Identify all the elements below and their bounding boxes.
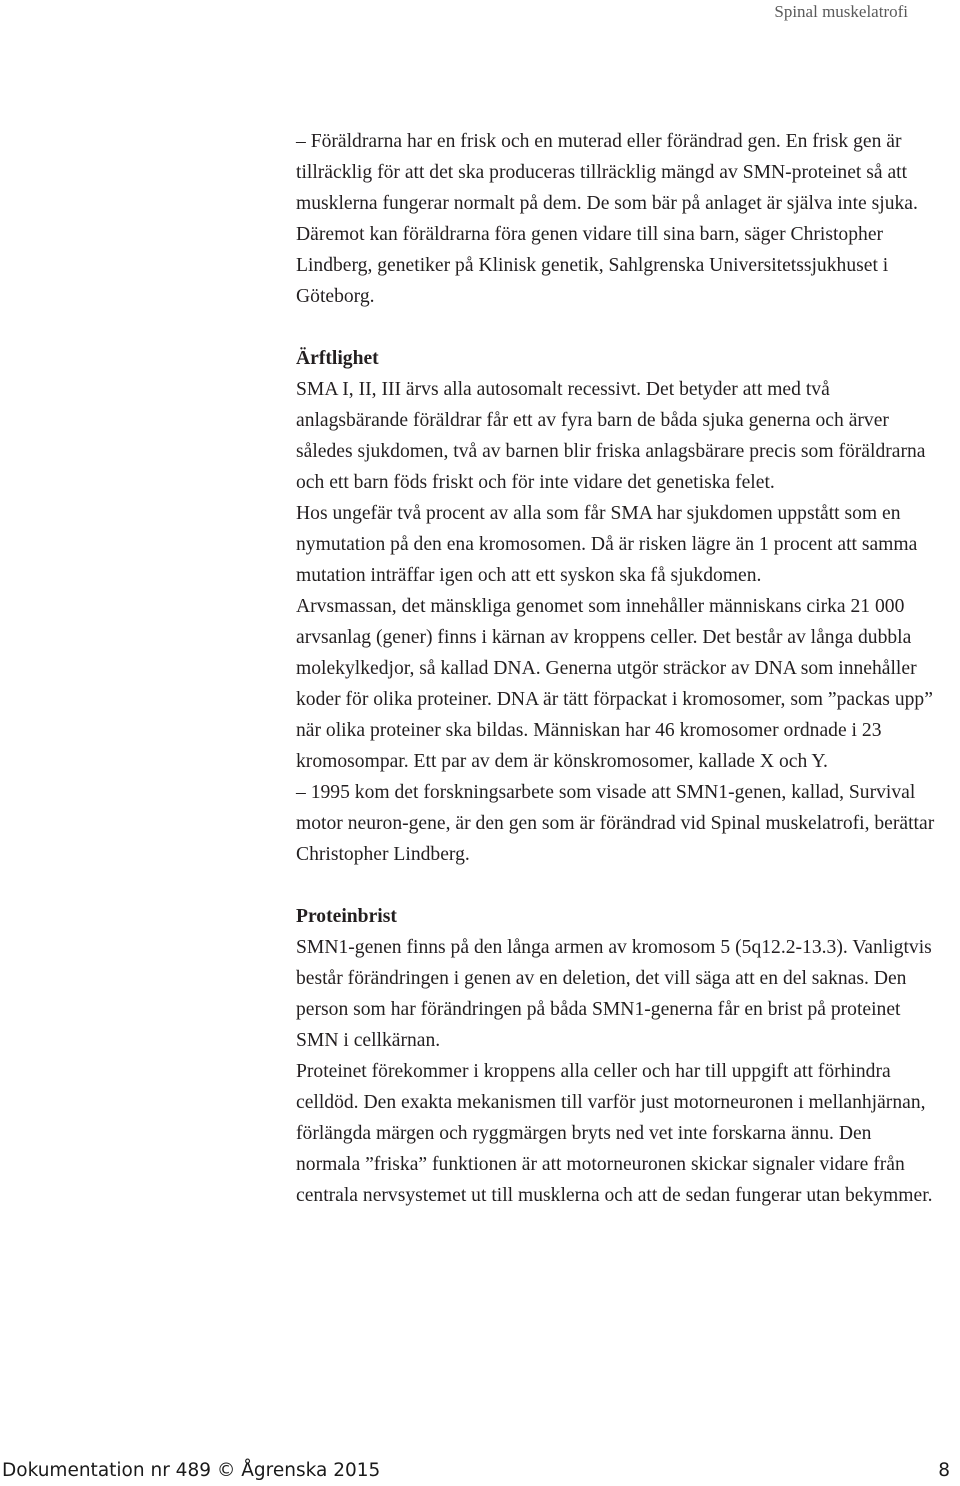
- page-body: [296, 126, 936, 1211]
- footer-publication-info: Dokumentation nr 489 © Ågrenska 2015: [2, 1460, 381, 1481]
- running-title: Spinal muskelatrofi: [774, 2, 908, 21]
- quote-paragraph: – 1995 kom det forskningsarbete som visade att SMN1-genen, kallad, Survival motor neuron-gene, är den gen som är förändrad vid Spinal muskelatrofi, berättar Christopher Lindberg.: [296, 782, 935, 865]
- section-spacer: [296, 312, 936, 343]
- page-number: 8: [938, 1460, 950, 1481]
- section-spacer: [296, 870, 936, 901]
- body-paragraph: Hos ungefär två procent av alla som får SMA har sjukdomen uppstått som en nymutation på den ena kromosomen. Då är risken lägre än 1 procent att samma mutation inträffar igen och att ett syskon ska få sjukdomen.: [296, 503, 918, 586]
- body-paragraph: Proteinet förekommer i kroppens alla celler och har till uppgift att förhindra celldöd. Den exakta mekanismen till varför just motorneuronen i mellanhjärnan, förlängda märgen och ryggmärgen bryts ned vet inte forskarna ännu. Den normala ”friska” funktionen är att motorneuronen skickar signaler vidare från centrala nervsystemet ut till musklerna och att de sedan fungerar utan bekymmer.: [296, 1061, 933, 1206]
- section-heading-arftlighet: Ärftlighet: [296, 348, 379, 369]
- intro-paragraph: – Föräldrarna har en frisk och en muterad eller förändrad gen. En frisk gen är tillräcklig för att det ska produceras tillräcklig mängd av SMN-proteinet så att musklerna fungerar normalt på dem. De som bär på anlaget är själva inte sjuka. Däremot kan föräldrarna föra genen vidare till sina barn, säger Christopher Lindberg, genetiker på Klinisk genetik, Sahlgrenska Universitetssjukhuset i Göteborg.: [296, 131, 918, 307]
- running-header: [774, 0, 908, 29]
- page-footer: [0, 1456, 960, 1486]
- body-paragraph: SMN1-genen finns på den långa armen av kromosom 5 (5q12.2-13.3). Vanligtvis består förändringen i genen av en deletion, det vill säga att en del saknas. Den person som har förändringen på båda SMN1-generna får en brist på proteinet SMN i cellkärnan.: [296, 937, 932, 1051]
- body-paragraph: Arvsmassan, det mänskliga genomet som innehåller människans cirka 21 000 arvsanlag (gener) finns i kärnan av kroppens celler. Det består av långa dubbla molekylkedjor, så kallad DNA. Generna utgör sträckor av DNA som innehåller koder för olika proteiner. DNA är tätt förpackat i kromosomer, som ”packas upp” när olika proteiner ska bildas. Människan har 46 kromosomer ordnade i 23 kromosompar. Ett par av dem är könskromosomer, kallade X och Y.: [296, 596, 933, 772]
- section-arftlighet: [296, 343, 936, 870]
- body-paragraph: SMA I, II, III ärvs alla autosomalt recessivt. Det betyder att med två anlagsbärande föräldrar får ett av fyra barn de båda sjuka generna och ärver således sjukdomen, två av barnen blir friska anlagsbärare precis som föräldrarna och ett barn föds friskt och för inte vidare det genetiska felet.: [296, 379, 926, 493]
- section-proteinbrist: [296, 901, 936, 1211]
- section-heading-proteinbrist: Proteinbrist: [296, 906, 397, 927]
